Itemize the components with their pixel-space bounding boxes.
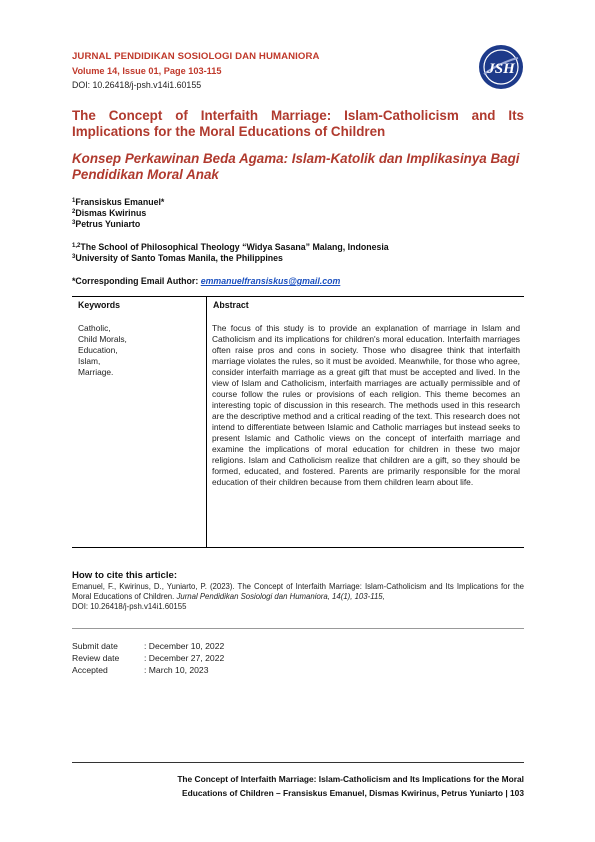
citation-text: Emanuel, F., Kwirinus, D., Yuniarto, P. (2023). The Concept of Interfaith Marriage: Islam-Catholicism and Its Implications for the Moral Educations of Children. Jurnal Pendidikan Sosiologi dan Humaniora, 14(1), 103-115, DOI: 10.26418/j-psh.v14i1.60155 <box>72 582 524 611</box>
date-row: Accepted : March 10, 2023 <box>72 665 209 675</box>
journal-volume: Volume 14, Issue 01, Page 103-115 <box>72 66 222 76</box>
divider <box>72 628 524 629</box>
date-row: Submit date : December 10, 2022 <box>72 641 225 651</box>
keywords-heading: Keywords <box>78 300 121 310</box>
keywords-list <box>78 323 127 378</box>
abstract-heading: Abstract <box>213 300 249 310</box>
keyword: Islam, <box>78 356 101 366</box>
journal-name: JURNAL PENDIDIKAN SOSIOLOGI DAN HUMANIORA <box>72 51 320 62</box>
email-link[interactable]: emmanuelfransiskus@gmail.com <box>200 276 341 286</box>
affiliation-1: $^{1,2}$The School of Philosophical Theology “Widya Sasana” Malang, Indonesia <box>72 242 389 252</box>
corresponding-author: *Corresponding Email Author: emmanuelfransiskus@gmail.com <box>72 276 341 286</box>
keyword: Marriage. <box>78 367 114 377</box>
keyword: Education, <box>78 345 118 355</box>
author-1: $^1$Fransiskus Emanuel* <box>72 197 165 207</box>
keyword: Child Morals, <box>78 334 127 344</box>
journal-doi: DOI: 10.26418/j-psh.v14i1.60155 <box>72 80 202 90</box>
footer-divider <box>72 762 524 763</box>
citation-heading: How to cite this article: <box>72 570 178 581</box>
abstract-text: The focus of this study is to provide an explanation of marriage in Islam and Catholicism and its implications for children's moral education. Interfaith marriages often raise pros and cons in society. Those who disagree think that interfaith marriage violates the rules, so it must be avoided. Meanwhile, for those who agree, consider interfaith marriage as a great gift that must be accepted and lived. In the view of Islam and Catholicism, interfaith marriages are actually permissible and of course follow the rules or provisions of each religion. This theme becomes an interesting topic of discussion in this research. The methods used in this research are the descriptive method and a critical reading of the text. This research does not intend to differentiate between Islamic and Catholic marriages but instead seeks to present Islamic and Catholic views on the concept of interfaith marriage and examine the implications of moral education for children in these two major religions. Islam and Catholicism realize that children are a gift, so they should be formed, educated, and fostered. Parents are primarily responsible for the moral education of their children because from them children learn about life. <box>212 323 520 487</box>
page-footer: The Concept of Interfaith Marriage: Islam-Catholicism and Its Implications for the Moral Educations of Children – Fransiskus Emanuel, Dismas Kwirinus, Petrus Yuniarto | 103 <box>177 774 524 798</box>
author-2: $^2$Dismas Kwirinus <box>72 208 147 218</box>
affiliation-2: $^3$University of Santo Tomas Manila, the Philippines <box>72 253 283 263</box>
author-3: $^3$Petrus Yuniarto <box>72 219 141 229</box>
keyword: Catholic, <box>78 323 111 333</box>
article-dates <box>72 640 224 676</box>
article-title-id: Konsep Perkawinan Beda Agama: Islam-Katolik dan Implikasinya Bagi Pendidikan Moral Anak <box>72 151 520 182</box>
page-number: 103 <box>510 788 524 798</box>
article-title-en: The Concept of Interfaith Marriage: Islam-Catholicism and Its Implications for the Moral Educations of Children <box>72 108 524 139</box>
logo-text: JSH <box>487 61 515 77</box>
journal-logo-icon <box>478 44 524 90</box>
date-row: Review date : December 27, 2022 <box>72 653 225 663</box>
